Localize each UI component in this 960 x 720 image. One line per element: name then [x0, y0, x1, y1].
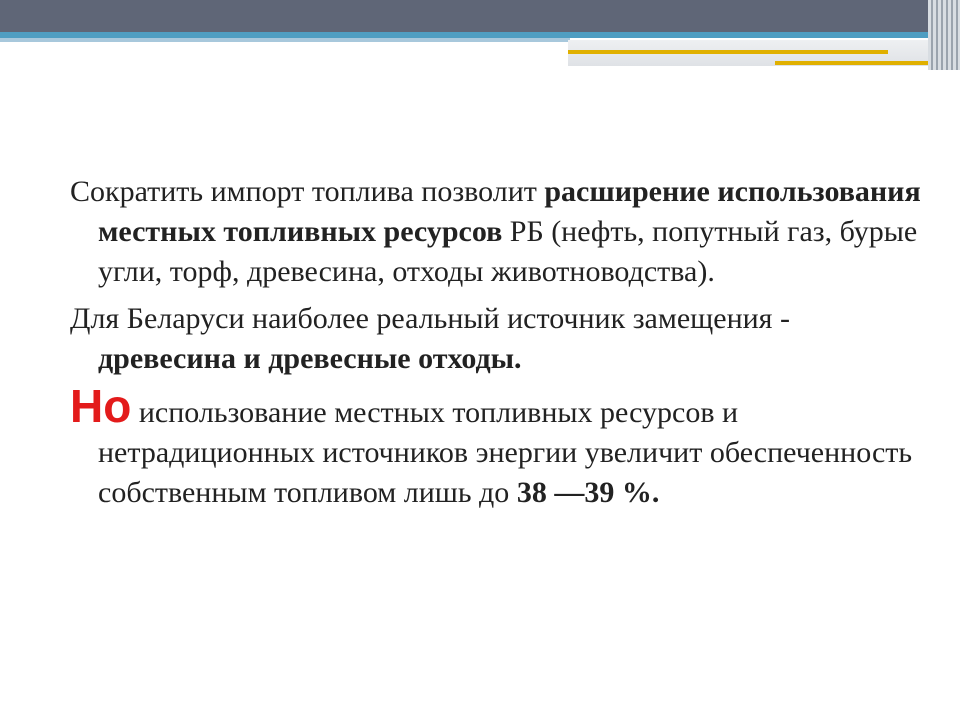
- paragraph-belarus: [70, 299, 930, 379]
- header-bar: [0, 0, 960, 32]
- paragraph-bold-text: 38 —39 %.: [516, 476, 660, 509]
- slide-body: [70, 172, 930, 520]
- header-stripes: [928, 0, 960, 70]
- paragraph-bold-text: древесина и древесные отходы.: [98, 342, 522, 375]
- emphasis-word: Но: [70, 380, 132, 432]
- paragraph-text: Сократить импорт топлива позволит: [70, 175, 545, 208]
- header-accent-line-light: [0, 38, 570, 42]
- paragraph-import: [70, 172, 930, 292]
- paragraph-text: Для Беларуси наиболее реальный источник замещения -: [70, 302, 790, 335]
- paragraph-text: РБ (нефть, попутный газ, бурые угли, торф, древесина, отходы животноводства).: [98, 215, 918, 288]
- paragraph-text: использование местных топливных ресурсов и нетрадиционных источников энергии увеличит обеспеченность собственным топливом лишь до: [98, 396, 913, 509]
- paragraph-but: [70, 380, 930, 513]
- header-gold-line: [568, 50, 888, 54]
- paragraph-bold-text: расширение использования местных топливных ресурсов: [98, 175, 921, 248]
- header-gold-line-short: [775, 61, 950, 65]
